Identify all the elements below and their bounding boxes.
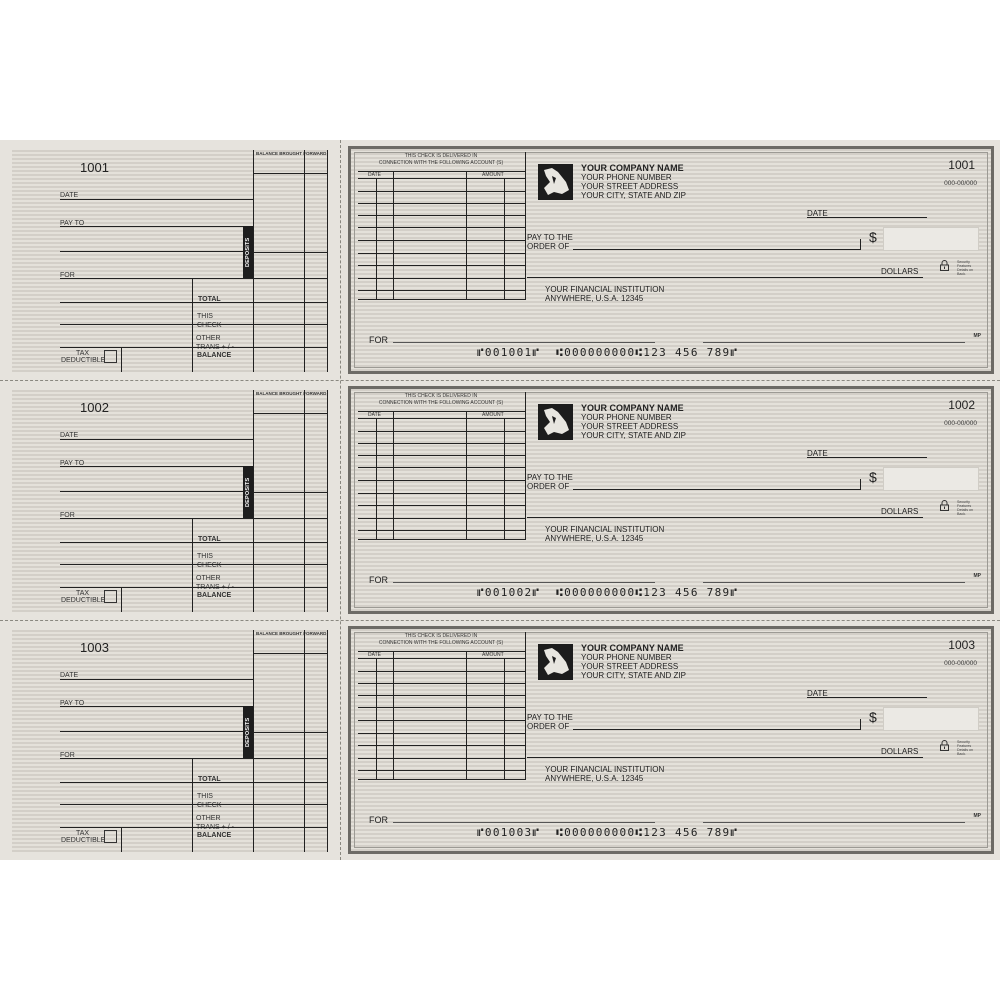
voucher-line [358,227,526,228]
stub-for-line[interactable] [60,278,328,279]
stub-pay-to-line[interactable] [60,706,243,707]
bank-address: ANYWHERE, U.S.A. 12345 [545,294,644,303]
deposits-tab: DEPOSITS [243,706,253,758]
this-check-label-2: CHECK [197,562,222,569]
voucher-line [358,733,526,734]
voucher-amount-col: AMOUNT [482,172,504,178]
stub-pay-to-label: PAY TO [60,220,85,227]
deductible-label: DEDUCTIBLE [61,837,106,844]
stub-grid-line [253,173,328,174]
stub-grid-line [253,732,328,733]
other-trans-label: OTHER [196,335,221,342]
stub-grid-line [253,492,328,493]
voucher-line [358,290,526,291]
stub-column-divider [327,390,328,612]
memo-label: FOR [369,575,388,585]
tax-label: TAX [76,350,90,357]
security-features-note: Security Features Details on Back. [957,500,973,516]
company-logo-icon [538,404,573,440]
check-number: 1002 [948,398,975,412]
voucher-line [358,758,526,759]
payee-line-end [860,239,861,249]
stub-check-number: 1003 [80,640,109,655]
voucher-line [358,671,526,672]
amount-field[interactable] [883,467,979,491]
payee-line-end [860,719,861,729]
stub-check-number: 1002 [80,400,109,415]
dollars-label: DOLLARS [881,747,919,756]
check-date-line[interactable] [807,457,927,458]
voucher-line [358,779,526,780]
stub-column-divider [192,758,193,852]
voucher-line [358,651,526,652]
company-info [581,644,686,680]
check-sheet [0,140,1000,860]
stub-column-divider [121,827,122,852]
voucher-line [358,658,526,659]
voucher-header: THIS CHECK IS DELIVERED IN CONNECTION WITH THE FOLLOWING ACCOUNT (S) [378,633,504,646]
voucher-col-line [504,178,505,300]
stub-column-divider [192,278,193,372]
check-date-line[interactable] [807,697,927,698]
company-phone: YOUR PHONE NUMBER [581,413,672,422]
voucher-col-line [466,651,467,780]
company-street: YOUR STREET ADDRESS [581,662,679,671]
check-row-2 [0,380,1000,620]
deductible-label: DEDUCTIBLE [61,597,106,604]
check-date-line[interactable] [807,217,927,218]
other-trans-label-2: TRANS + / - [196,584,234,591]
pay-to-label: PAY TO THE [527,233,573,242]
tax-deductible-checkbox[interactable] [104,830,117,843]
order-of-label: ORDER OF [527,242,570,251]
stub-date-line[interactable] [60,439,253,440]
dollars-line[interactable] [527,517,923,518]
tax-label: TAX [76,830,90,837]
voucher-line [358,530,526,531]
stub-grid-line [253,252,328,253]
this-check-label: THIS [197,793,213,800]
this-check-label-2: CHECK [197,802,222,809]
stub-for-label: FOR [60,272,75,279]
signature-line[interactable] [703,342,965,343]
voucher-line [358,215,526,216]
amount-field[interactable] [883,707,979,731]
check-stub [12,390,328,612]
balance-label: BALANCE [197,832,232,839]
stub-pay-to-line[interactable] [60,466,243,467]
pay-to-label: PAY TO THE [527,473,573,482]
this-check-label-2: CHECK [197,322,222,329]
voucher-line [358,720,526,721]
stub-column-divider [121,347,122,372]
security-features-note: Security Features Details on Back. [957,260,973,276]
total-line[interactable] [60,302,328,303]
tax-deductible-checkbox[interactable] [104,350,117,363]
stub-pay-to-line-2[interactable] [60,731,243,732]
stub-date-line[interactable] [60,679,253,680]
voucher-line [358,745,526,746]
memo-label: FOR [369,815,388,825]
memo-line[interactable] [393,582,655,583]
stub-pay-to-label: PAY TO [60,460,85,467]
company-city: YOUR CITY, STATE AND ZIP [581,671,686,680]
signature-line[interactable] [703,582,965,583]
lock-icon [940,740,949,751]
stub-pay-to-line-2[interactable] [60,251,243,252]
routing-fraction: 000-00/000 [944,180,977,187]
routing-fraction: 000-00/000 [944,420,977,427]
voucher-col-line [466,411,467,540]
mp-label: MP [973,333,981,339]
voucher-line [358,539,526,540]
balance-forward-label: BALANCE BROUGHT FORWARD [256,151,327,156]
micr-line: ⑈001003⑈ ⑆000000000⑆123 456 789⑈ [477,826,739,839]
voucher-line [358,518,526,519]
voucher-line [358,240,526,241]
stub-grid-line [253,653,328,654]
memo-line[interactable] [393,822,655,823]
other-trans-label: OTHER [196,575,221,582]
voucher-line [358,505,526,506]
payee-line-end [860,479,861,489]
company-name: YOUR COMPANY NAME [581,643,684,653]
stub-grid-line [253,413,328,414]
order-of-label: ORDER OF [527,482,570,491]
stub-column-divider [327,630,328,852]
voucher-col-line [393,651,394,780]
voucher-line [358,299,526,300]
balance-label: BALANCE [197,352,232,359]
lock-icon [940,500,949,511]
this-check-label: THIS [197,553,213,560]
check-date-label: DATE [807,689,828,698]
voucher-col-line [393,411,394,540]
routing-fraction: 000-00/000 [944,660,977,667]
stub-column-divider [304,150,305,372]
voucher-line [358,455,526,456]
company-info [581,404,686,440]
mp-label: MP [973,573,981,579]
deposits-tab: DEPOSITS [243,466,253,518]
voucher-line [358,493,526,494]
payee-line[interactable] [573,729,861,730]
voucher-col-line [504,658,505,780]
total-label: TOTAL [198,776,221,783]
memo-line[interactable] [393,342,655,343]
voucher-line [358,411,526,412]
voucher-line [358,265,526,266]
voucher-col-line [376,418,377,540]
company-name: YOUR COMPANY NAME [581,163,684,173]
bank-name: YOUR FINANCIAL INSTITUTION [545,525,665,534]
check-face [348,626,994,854]
tax-deductible-checkbox[interactable] [104,590,117,603]
other-trans-line[interactable] [60,347,328,348]
bank-address: ANYWHERE, U.S.A. 12345 [545,534,644,543]
dollars-label: DOLLARS [881,267,919,276]
tax-label: TAX [76,590,90,597]
payee-line[interactable] [573,489,861,490]
dollar-sign: $ [869,709,877,725]
company-logo-icon [538,644,573,680]
stub-for-label: FOR [60,752,75,759]
deductible-label: DEDUCTIBLE [61,357,106,364]
stub-column-divider [327,150,328,372]
check-number: 1003 [948,638,975,652]
voucher-col-line [376,178,377,300]
check-number: 1001 [948,158,975,172]
voucher-table [356,392,526,540]
bank-name: YOUR FINANCIAL INSTITUTION [545,285,665,294]
total-line[interactable] [60,782,328,783]
this-check-line[interactable] [60,324,328,325]
this-check-label: THIS [197,313,213,320]
dollar-sign: $ [869,469,877,485]
other-trans-label: OTHER [196,815,221,822]
total-label: TOTAL [198,536,221,543]
voucher-line [358,443,526,444]
company-city: YOUR CITY, STATE AND ZIP [581,431,686,440]
stub-column-divider [192,518,193,612]
company-city: YOUR CITY, STATE AND ZIP [581,191,686,200]
voucher-col-line [376,658,377,780]
bank-name: YOUR FINANCIAL INSTITUTION [545,765,665,774]
voucher-amount-col: AMOUNT [482,412,504,418]
this-check-line[interactable] [60,804,328,805]
company-info [581,164,686,200]
voucher-line [358,191,526,192]
security-features-note: Security Features Details on Back. [957,740,973,756]
stub-date-label: DATE [60,192,79,199]
other-trans-label-2: TRANS + / - [196,824,234,831]
check-row-1 [0,140,1000,380]
stub-for-line[interactable] [60,518,328,519]
stub-date-label: DATE [60,432,79,439]
voucher-date-col: DATE [368,172,381,178]
voucher-table [356,152,526,300]
stub-column-divider [121,587,122,612]
micr-line: ⑈001002⑈ ⑆000000000⑆123 456 789⑈ [477,586,739,599]
payee-line[interactable] [573,249,861,250]
stub-date-line[interactable] [60,199,253,200]
this-check-line[interactable] [60,564,328,565]
memo-label: FOR [369,335,388,345]
check-face [348,146,994,374]
dollars-line[interactable] [527,277,923,278]
other-trans-label-2: TRANS + / - [196,344,234,351]
voucher-line [358,431,526,432]
voucher-date-col: DATE [368,652,381,658]
voucher-line [358,171,526,172]
voucher-date-col: DATE [368,412,381,418]
stub-pay-to-line-2[interactable] [60,491,243,492]
voucher-line [358,770,526,771]
voucher-line [358,467,526,468]
other-trans-line[interactable] [60,587,328,588]
voucher-col-line [393,171,394,300]
company-street: YOUR STREET ADDRESS [581,182,679,191]
deposits-tab: DEPOSITS [243,226,253,278]
voucher-amount-col: AMOUNT [482,652,504,658]
stub-column-divider [253,390,254,612]
balance-label: BALANCE [197,592,232,599]
signature-line[interactable] [703,822,965,823]
stub-column-divider [304,390,305,612]
stub-pay-to-line[interactable] [60,226,243,227]
dollars-line[interactable] [527,757,923,758]
company-logo-icon [538,164,573,200]
stub-date-label: DATE [60,672,79,679]
amount-field[interactable] [883,227,979,251]
order-of-label: ORDER OF [527,722,570,731]
voucher-line [358,253,526,254]
check-date-label: DATE [807,209,828,218]
company-name: YOUR COMPANY NAME [581,403,684,413]
voucher-line [358,707,526,708]
check-stub [12,150,328,372]
pay-to-label: PAY TO THE [527,713,573,722]
mp-label: MP [973,813,981,819]
voucher-line [358,695,526,696]
company-phone: YOUR PHONE NUMBER [581,173,672,182]
voucher-line [358,418,526,419]
voucher-line [358,203,526,204]
lock-icon [940,260,949,271]
dollars-label: DOLLARS [881,507,919,516]
voucher-line [358,178,526,179]
balance-forward-label: BALANCE BROUGHT FORWARD [256,391,327,396]
stub-check-number: 1001 [80,160,109,175]
voucher-line [358,683,526,684]
voucher-header: THIS CHECK IS DELIVERED IN CONNECTION WITH THE FOLLOWING ACCOUNT (S) [378,393,504,406]
micr-line: ⑈001001⑈ ⑆000000000⑆123 456 789⑈ [477,346,739,359]
other-trans-line[interactable] [60,827,328,828]
bank-address: ANYWHERE, U.S.A. 12345 [545,774,644,783]
voucher-line [358,480,526,481]
total-line[interactable] [60,542,328,543]
voucher-line [358,278,526,279]
stub-for-label: FOR [60,512,75,519]
stub-column-divider [253,630,254,852]
check-stub [12,630,328,852]
voucher-col-line [504,418,505,540]
stub-column-divider [253,150,254,372]
dollar-sign: $ [869,229,877,245]
voucher-col-line [466,171,467,300]
balance-forward-label: BALANCE BROUGHT FORWARD [256,631,327,636]
company-phone: YOUR PHONE NUMBER [581,653,672,662]
check-face [348,386,994,614]
voucher-header: THIS CHECK IS DELIVERED IN CONNECTION WITH THE FOLLOWING ACCOUNT (S) [378,153,504,166]
stub-pay-to-label: PAY TO [60,700,85,707]
check-row-3 [0,620,1000,860]
stub-column-divider [304,630,305,852]
check-date-label: DATE [807,449,828,458]
stub-for-line[interactable] [60,758,328,759]
company-street: YOUR STREET ADDRESS [581,422,679,431]
voucher-table [356,632,526,780]
total-label: TOTAL [198,296,221,303]
